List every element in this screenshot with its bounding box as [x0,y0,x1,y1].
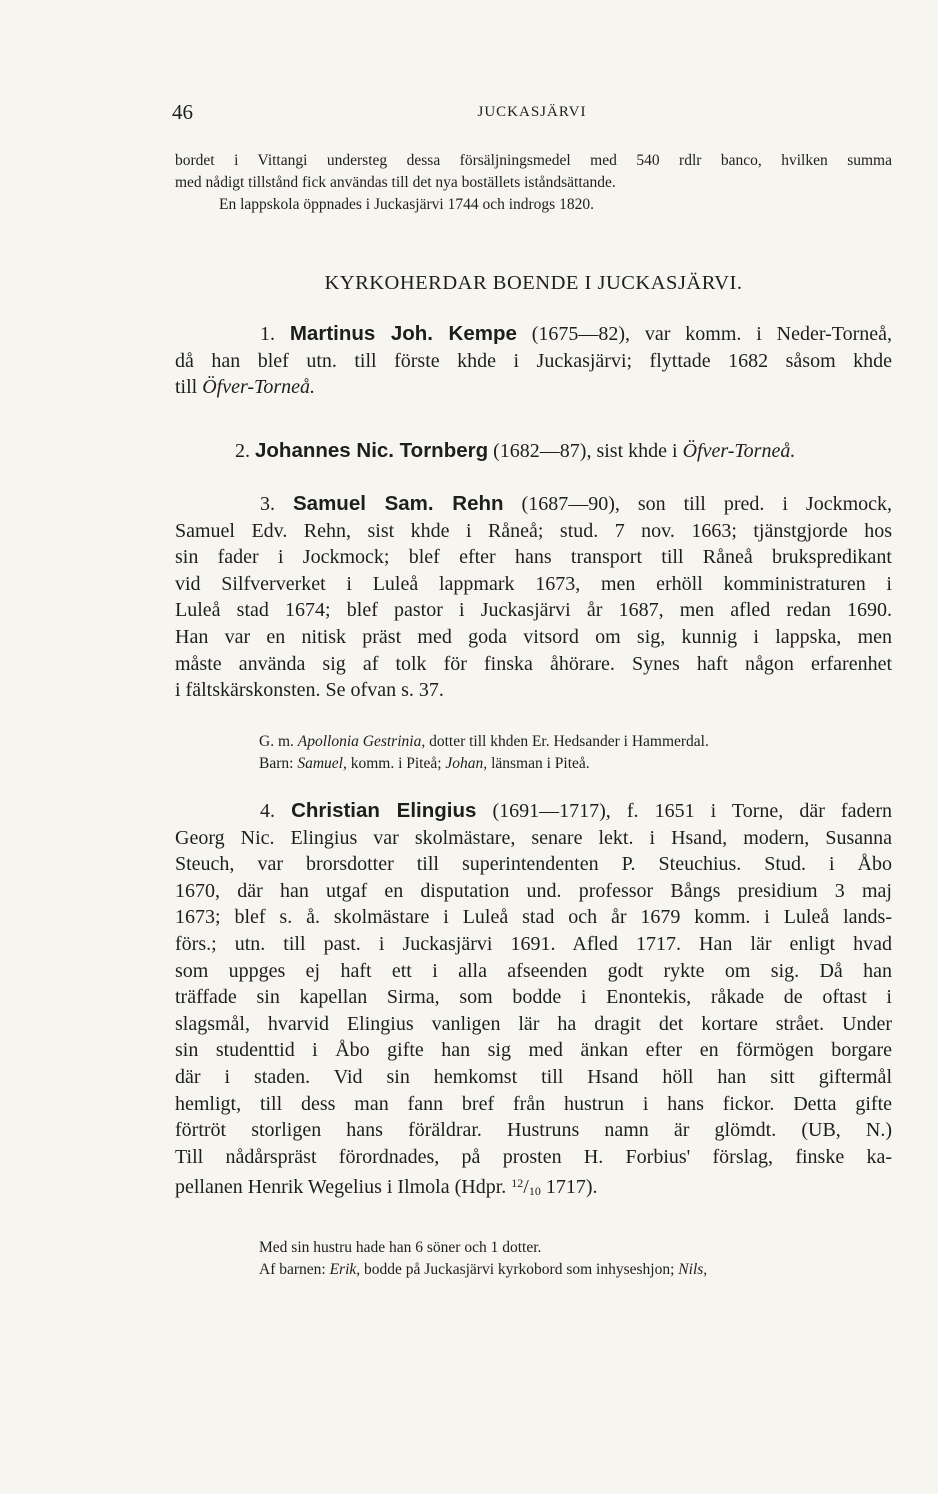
entry-first-line [175,321,892,348]
entry-number: 1. [260,323,275,345]
child-name: Nils, [678,1261,708,1278]
entry-3-notes [175,731,892,775]
entry-number: 2. [235,440,250,462]
entry-first-line [175,438,892,465]
entry-first-line [175,798,892,825]
note-text: komm. i Piteå; [346,755,446,772]
text-line: Till nådårspräst förordnades, på prosten H. Forbius' förslag, finske ka- [175,1145,892,1168]
page-number: 46 [172,100,193,124]
text-line: Luleå stad 1674; blef pastor i Juckasjärvi år 1687, men afled redan 1690. [175,599,892,622]
text-line: bordet i Vittangi understeg dessa försäljningsmedel med 540 rdlr banco, hvilken summa [175,152,892,169]
entry-2 [175,438,892,465]
note-text: Af barnen: [259,1261,330,1278]
text-line: 1670, där han utgaf en disputation und. professor Bångs presidium 3 maj [175,879,892,902]
text-line: sin fader i Jockmock; blef efter hans transport till Råneå brukspredikant [175,546,892,569]
entry-4 [175,798,892,1205]
entry-text: (1687—90), son till pred. i Jockmock, [503,493,893,515]
place-name: Öfver-Torneå. [682,440,796,462]
text-line: vid Silfververket i Luleå lappmark 1673, men erhöll komministraturen i [175,572,892,595]
text-line: träffade sin kapellan Sirma, som bodde i Enontekis, råkade de oftast i [175,986,892,1009]
date-separator: / [523,1176,529,1199]
note-line [175,1259,892,1281]
entry-text: 1717). [540,1176,598,1199]
note-text: bodde på Juckasjärvi kyrkobord som inhyseshjon; [360,1261,679,1278]
text-line: hemligt, till dess man fann bref från hustrun i hans fickor. Detta gifte [175,1092,892,1115]
text-line: Steuch, var brorsdotter till superintendenten P. Steuchius. Stud. i Åbo [175,853,892,876]
entry-4-notes [175,1237,892,1281]
entry-first-line [175,491,892,518]
text-line: Han var en nitisk präst med goda vitsord om sig, kunnig i lappska, men [175,625,892,648]
text-line: Samuel Edv. Rehn, sist khde i Råneå; stud. 7 nov. 1663; tjänstgjorde hos [175,519,892,542]
text-line: sin studenttid i Åbo gifte han sig med änkan efter en förmögen borgare [175,1039,892,1062]
date-denominator: 10 [528,1184,541,1199]
note-text: dotter till khden Er. Hedsander i Hammerdal. [425,733,709,750]
spouse-name: Apollonia Gestrinia, [297,733,426,750]
text-line: En lappskola öppnades i Juckasjärvi 1744 och indrogs 1820. [219,196,594,213]
text-line [175,374,892,401]
note-text: Barn: [259,755,298,772]
entry-text: (1691—1717), f. 1651 i Torne, där fadern [476,800,892,822]
entry-text: (1682—87), sist khde i [488,440,683,462]
note-line [175,731,892,753]
running-title: JUCKASJÄRVI [477,104,587,120]
text-line: förs.; utn. till past. i Juckasjärvi 1691. Afled 1717. Han lär enligt hvad [175,932,892,955]
entry-name: Martinus Joh. Kempe [289,322,517,345]
text-line: då han blef utn. till förste khde i Juckasjärvi; flyttade 1682 såsom khde [175,349,892,372]
running-head [172,100,892,130]
note-line [175,753,892,775]
text-line: slagsmål, hvarvid Elingius vanligen lär ha dragit det kortare strået. Under [175,1012,892,1035]
text-line: som uppges ej haft ett i alla afseenden godt rykte om sig. Då han [175,959,892,982]
note-text: länsman i Piteå. [487,755,590,772]
section-heading: KYRKOHERDAR BOENDE I JUCKASJÄRVI. [324,272,743,294]
entry-name: Samuel Sam. Rehn [293,492,504,515]
text-line [175,1170,892,1205]
child-name: Samuel, [297,755,347,772]
text-line: Georg Nic. Elingius var skolmästare, senare lekt. i Hsand, modern, Susanna [175,826,892,849]
text-line: med nådigt tillstånd fick användas till det nya boställets iståndsättande. [175,174,616,191]
entry-3 [175,491,892,704]
entry-1 [175,321,892,401]
entry-name: Johannes Nic. Tornberg [255,439,489,462]
place-name: Öfver-Torneå. [202,376,315,399]
entry-text: pellanen Henrik Wegelius i Ilmola (Hdpr. [175,1176,512,1199]
entry-name: Christian Elingius [291,799,477,822]
child-name: Johan, [445,755,488,772]
text-line: där i staden. Vid sin hemkomst till Hsand höll han sitt giftermål [175,1065,892,1088]
note-text: G. m. [259,733,298,750]
child-name: Erik, [329,1261,361,1278]
text-line: förtröt storligen hans föräldrar. Hustruns namn är glömdt. (UB, N.) [175,1119,892,1142]
entry-text: (1675—82), var komm. i Neder-Torneå, [516,323,893,345]
text-line: 1673; blef s. å. skolmästare i Luleå stad och år 1679 komm. i Luleå lands- [175,906,892,929]
date-numerator: 12 [511,1176,524,1191]
entry-number: 3. [260,493,275,515]
text-line: i fältskärskonsten. Se ofvan s. 37. [175,679,444,702]
note-line: Med sin hustru hade han 6 söner och 1 dotter. [259,1239,542,1256]
intro-paragraph [175,150,892,216]
text-line: måste använda sig af tolk för finska åhörare. Synes haft någon erfarenhet [175,652,892,675]
entry-number: 4. [260,800,275,822]
entry-text: till [175,376,203,399]
